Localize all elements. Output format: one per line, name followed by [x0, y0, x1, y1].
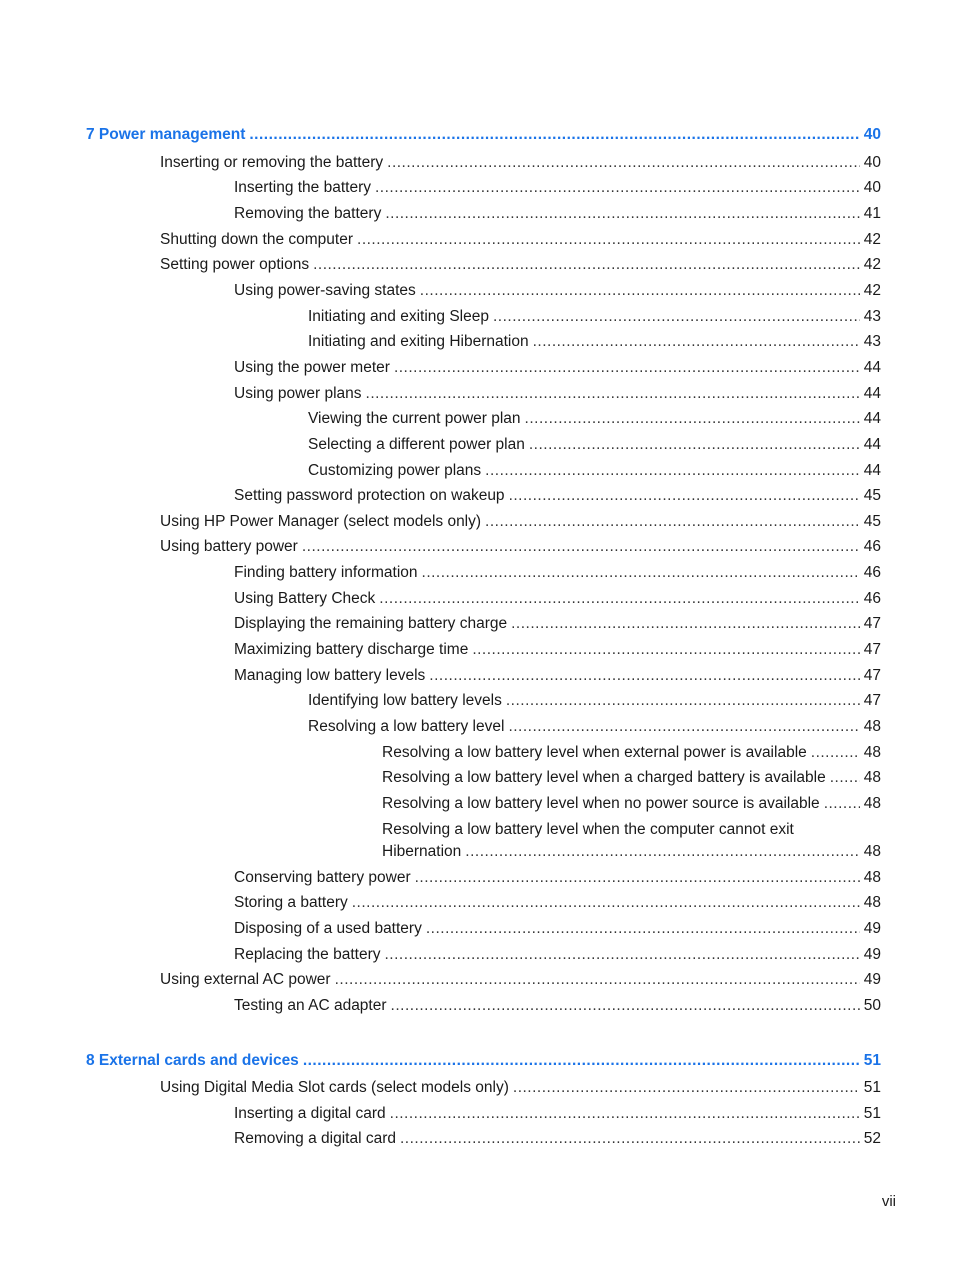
- toc-chapter-8[interactable]: [86, 1052, 881, 1070]
- toc-entry-title: Removing a digital card: [234, 1130, 396, 1147]
- toc-entry-title: Maximizing battery discharge time: [234, 641, 469, 658]
- toc-entry-page: 48: [863, 744, 881, 761]
- toc-entry-title: Using Battery Check: [234, 590, 376, 607]
- toc-leader: [249, 126, 859, 144]
- toc-leader: [390, 1105, 860, 1123]
- toc-entry-page: 46: [863, 564, 881, 581]
- toc-entry-page: 42: [863, 231, 881, 248]
- toc-entry[interactable]: [382, 795, 881, 813]
- toc-entry-page: 47: [863, 615, 881, 632]
- toc-entry[interactable]: [234, 667, 881, 685]
- toc-entry-title: Using power plans: [234, 385, 362, 402]
- toc-entry[interactable]: [382, 843, 881, 861]
- toc-leader: [415, 869, 860, 887]
- toc-entry-title: Resolving a low battery level when no power source is available: [382, 795, 820, 812]
- toc-leader: [426, 920, 860, 938]
- toc-entry-page: 44: [863, 436, 881, 453]
- toc-entry-page: 49: [863, 920, 881, 937]
- toc-entry-title: Using external AC power: [160, 971, 331, 988]
- toc-leader: [335, 971, 860, 989]
- toc-entry[interactable]: [234, 997, 881, 1015]
- toc-leader: [352, 894, 860, 912]
- toc-entry-page: 43: [863, 333, 881, 350]
- toc-entry-title: Disposing of a used battery: [234, 920, 422, 937]
- toc-entry-title-line1[interactable]: Resolving a low battery level when the computer cannot exit: [382, 821, 794, 838]
- toc-entry[interactable]: [160, 971, 881, 989]
- toc-entry-page: 44: [863, 462, 881, 479]
- toc-leader: [429, 667, 859, 685]
- toc-entry[interactable]: [234, 920, 881, 938]
- toc-leader: [366, 385, 860, 403]
- toc-entry-title: Displaying the remaining battery charge: [234, 615, 508, 632]
- toc-entry-page: 42: [863, 282, 881, 299]
- toc-leader: [811, 744, 860, 762]
- toc-entry-title: Setting power options: [160, 256, 310, 273]
- toc-leader: [391, 997, 860, 1015]
- toc-entry-page: 46: [863, 538, 881, 555]
- toc-entry-page: 50: [863, 997, 881, 1014]
- toc-entry-title: Finding battery information: [234, 564, 418, 581]
- toc-entry-page: 46: [863, 590, 881, 607]
- toc-leader: [465, 843, 859, 861]
- toc-entry[interactable]: [234, 869, 881, 887]
- toc-entry-title: Setting password protection on wakeup: [234, 487, 505, 504]
- toc-entry-page: 47: [863, 641, 881, 658]
- toc-entry[interactable]: [308, 718, 881, 736]
- toc-leader: [830, 769, 860, 787]
- toc-entry[interactable]: [234, 894, 881, 912]
- toc-entry-title: Using HP Power Manager (select models only): [160, 513, 482, 530]
- toc-leader: [824, 795, 860, 813]
- toc-entry[interactable]: [308, 692, 881, 710]
- toc-entry-title: 7 Power management: [86, 126, 246, 143]
- toc-leader: [511, 615, 860, 633]
- toc-leader: [506, 692, 860, 710]
- toc-entry[interactable]: [234, 1130, 881, 1148]
- toc-chapter-7[interactable]: [86, 126, 881, 144]
- toc-entry-title: Conserving battery power: [234, 869, 411, 886]
- toc-entry-title: Using power-saving states: [234, 282, 416, 299]
- toc-entry[interactable]: [234, 205, 881, 223]
- toc-entry-page: 47: [863, 667, 881, 684]
- toc-entry[interactable]: [160, 513, 881, 531]
- toc-leader: [357, 231, 860, 249]
- toc-entry[interactable]: [234, 564, 881, 582]
- toc-entry-title: Shutting down the computer: [160, 231, 354, 248]
- toc-entry-page: 48: [863, 718, 881, 735]
- toc-leader: [400, 1130, 860, 1148]
- toc-leader: [533, 333, 860, 351]
- toc-leader: [509, 487, 860, 505]
- toc-leader: [302, 538, 860, 556]
- toc-entry[interactable]: [234, 179, 881, 197]
- toc-entry-page: 48: [863, 795, 881, 812]
- toc-leader: [422, 564, 860, 582]
- toc-entry-page: 48: [863, 843, 881, 860]
- toc-entry-title: Using Digital Media Slot cards (select models only): [160, 1079, 509, 1096]
- toc-entry[interactable]: [382, 769, 881, 787]
- toc-leader: [508, 718, 859, 736]
- toc-entry-title: Inserting or removing the battery: [160, 154, 384, 171]
- toc-entry[interactable]: [234, 590, 881, 608]
- toc-entry[interactable]: [234, 615, 881, 633]
- toc-entry-page: 44: [863, 410, 881, 427]
- toc-entry-page: 47: [863, 692, 881, 709]
- toc-entry-title: Initiating and exiting Hibernation: [308, 333, 529, 350]
- toc-leader: [394, 359, 860, 377]
- toc-leader: [375, 179, 860, 197]
- toc-leader: [485, 462, 860, 480]
- toc-entry-title: Resolving a low battery level: [308, 718, 505, 735]
- toc-entry[interactable]: [234, 1105, 881, 1123]
- toc-entry-page: 51: [863, 1105, 881, 1122]
- toc-entry[interactable]: [234, 641, 881, 659]
- toc-entry-title: Using battery power: [160, 538, 298, 555]
- toc-entry-title: Storing a battery: [234, 894, 348, 911]
- toc-entry-title: Testing an AC adapter: [234, 997, 387, 1014]
- toc-entry-page: 48: [863, 869, 881, 886]
- toc-entry-title: Selecting a different power plan: [308, 436, 525, 453]
- toc-entry-title: 8 External cards and devices: [86, 1052, 299, 1069]
- toc-entry-title: Viewing the current power plan: [308, 410, 521, 427]
- toc-leader: [529, 436, 860, 454]
- toc-entry[interactable]: [308, 436, 881, 454]
- toc-entry-page: 40: [863, 154, 881, 171]
- toc-leader: [472, 641, 859, 659]
- toc-entry-title: Removing the battery: [234, 205, 382, 222]
- toc-entry-page: 41: [863, 205, 881, 222]
- toc-entry-title: Customizing power plans: [308, 462, 482, 479]
- toc-entry[interactable]: [234, 487, 881, 505]
- toc-entry-title: Resolving a low battery level when a charged battery is available: [382, 769, 826, 786]
- toc-entry-page: 49: [863, 971, 881, 988]
- toc-leader: [384, 946, 859, 964]
- toc-entry[interactable]: [234, 946, 881, 964]
- toc-leader: [385, 205, 859, 223]
- toc-entry-page: 43: [863, 308, 881, 325]
- toc-entry-page: 45: [863, 487, 881, 504]
- toc-entry[interactable]: [234, 385, 881, 403]
- toc-entry-page: 40: [863, 179, 881, 196]
- toc-leader: [420, 282, 860, 300]
- toc-leader: [525, 410, 860, 428]
- toc-entry[interactable]: [160, 538, 881, 556]
- toc-entry-title: Managing low battery levels: [234, 667, 426, 684]
- toc-entry-page: 42: [863, 256, 881, 273]
- toc-leader: [485, 513, 860, 531]
- toc-entry-title: Initiating and exiting Sleep: [308, 308, 489, 325]
- toc-leader: [379, 590, 859, 608]
- toc-entry[interactable]: [160, 1079, 881, 1097]
- toc-leader: [513, 1079, 860, 1097]
- toc-leader: [303, 1052, 860, 1070]
- toc-entry-title: Using the power meter: [234, 359, 390, 376]
- toc-entry-title: Inserting the battery: [234, 179, 371, 196]
- toc-entry-page: 48: [863, 769, 881, 786]
- toc-entry-page: 44: [863, 359, 881, 376]
- toc-entry-title: Identifying low battery levels: [308, 692, 502, 709]
- toc-entry-page: 51: [863, 1079, 881, 1096]
- toc-entry-page: 44: [863, 385, 881, 402]
- toc-entry[interactable]: [234, 359, 881, 377]
- toc-entry[interactable]: [160, 154, 881, 172]
- toc-entry[interactable]: [308, 333, 881, 351]
- toc-entry-page: 52: [863, 1130, 881, 1147]
- toc-entry[interactable]: [382, 744, 881, 762]
- page-number: vii: [881, 1193, 896, 1210]
- toc-entry[interactable]: [308, 410, 881, 428]
- toc-entry-title: Resolving a low battery level when external power is available: [382, 744, 807, 761]
- toc-entry-page: 40: [863, 126, 881, 143]
- toc-leader: [387, 154, 860, 172]
- toc-leader: [493, 308, 860, 326]
- toc-entry-page: 45: [863, 513, 881, 530]
- toc-entry[interactable]: [308, 308, 881, 326]
- toc-entry-title: Hibernation: [382, 843, 462, 860]
- toc-entry-title: Replacing the battery: [234, 946, 381, 963]
- toc-entry[interactable]: [160, 256, 881, 274]
- toc-entry-title: Inserting a digital card: [234, 1105, 386, 1122]
- toc-entry-page: 49: [863, 946, 881, 963]
- toc-entry[interactable]: [160, 231, 881, 249]
- toc-leader: [313, 256, 860, 274]
- toc-entry[interactable]: [308, 462, 881, 480]
- toc-entry-page: 51: [863, 1052, 881, 1069]
- toc-entry[interactable]: [234, 282, 881, 300]
- toc-entry-page: 48: [863, 894, 881, 911]
